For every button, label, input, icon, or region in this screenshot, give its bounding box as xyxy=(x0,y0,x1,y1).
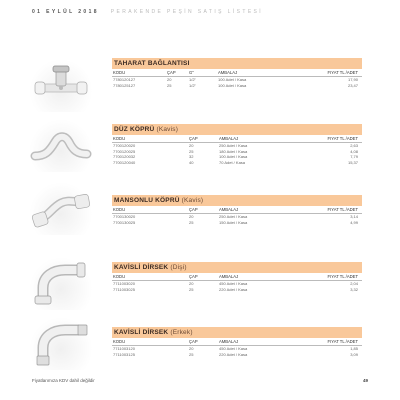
section-title-text: TAHARAT BAĞLANTISI xyxy=(114,60,190,67)
section-subtitle: (Erkek) xyxy=(170,329,193,336)
cell-fiyat: 3,09 xyxy=(350,351,358,357)
col-ambalaj: AMBALAJ xyxy=(219,136,239,141)
section-title xyxy=(112,124,362,135)
taharat-fitting-image xyxy=(30,60,92,112)
cell-cap: 25 xyxy=(167,82,172,88)
cell-fiyat: 4,08 xyxy=(350,148,358,154)
section-title-text: KAVİSLİ DİRSEK xyxy=(114,329,169,336)
cell-fiyat: 1,85 xyxy=(350,346,358,351)
footer-vat-note: Fiyatlarımıza KDV dahil değildir xyxy=(32,378,95,383)
cell-kodu: 7700130020 xyxy=(113,214,136,219)
cell-kodu: 7711003120 xyxy=(113,346,135,351)
cell-kodu: 7780125127 xyxy=(113,82,136,88)
section-title-text: DÜZ KÖPRÜ xyxy=(114,126,155,133)
col-cap: ÇAP xyxy=(189,339,198,344)
column-header xyxy=(112,206,362,214)
section-kavisli-dirsek-disi xyxy=(112,262,362,292)
col-cap: ÇAP xyxy=(189,274,198,279)
cell-cap: 40 xyxy=(189,159,194,165)
cell-fiyat: 2,04 xyxy=(350,281,358,286)
cell-kodu: 7711003020 xyxy=(113,281,135,286)
col-kodu: KODU xyxy=(113,274,126,279)
cell-cap: 25 xyxy=(189,219,194,225)
section-mansonlu-kopru xyxy=(112,195,362,225)
cell-cap: 25 xyxy=(189,286,194,292)
section-title-text: KAVİSLİ DİRSEK xyxy=(114,264,169,271)
column-header xyxy=(112,338,362,346)
cell-cap: 20 xyxy=(189,346,194,351)
col-ambalaj: AMBALAJ xyxy=(219,339,239,344)
cell-fiyat: 3,14 xyxy=(350,214,358,219)
col-fiyat: FIYAT TL /ADET xyxy=(327,274,358,279)
cell-fiyat: 3,32 xyxy=(350,286,358,292)
cell-fiyat: 23,47 xyxy=(347,82,358,88)
cell-cap: 25 xyxy=(189,148,194,154)
table-row xyxy=(112,220,362,226)
cell-kodu: 7780120127 xyxy=(113,77,136,82)
table-row xyxy=(112,352,362,358)
cell-ambalaj: 180 Adet / Kasa xyxy=(219,148,248,154)
col-kodu: KODU xyxy=(113,207,126,212)
cell-g: 1/2" xyxy=(189,77,196,82)
cell-ambalaj: 450 Adet / Kasa xyxy=(219,346,248,351)
section-subtitle: (Kavis) xyxy=(181,197,204,204)
header-date: 01 EYLÜL 2018 xyxy=(32,9,99,15)
section-subtitle: (Dişi) xyxy=(170,264,187,271)
page-number: 49 xyxy=(363,378,369,383)
cell-kodu: 7700120032 xyxy=(113,154,136,159)
cell-ambalaj: 100 Adet / Kasa xyxy=(219,154,248,159)
col-g: G" xyxy=(189,70,194,75)
kavisli-dirsek-erkek-image xyxy=(30,318,92,370)
section-title xyxy=(112,262,362,273)
cell-cap: 20 xyxy=(189,281,194,286)
table-row xyxy=(112,287,362,293)
section-title xyxy=(112,58,362,69)
col-cap: ÇAP xyxy=(189,136,198,141)
duz-kopru-image xyxy=(30,120,92,172)
col-cap: ÇAP xyxy=(189,207,198,212)
cell-fiyat: 15,37 xyxy=(347,159,358,165)
cell-ambalaj: 150 Adet / Kasa xyxy=(219,219,248,225)
cell-ambalaj: 450 Adet / Kasa xyxy=(219,281,248,286)
cell-kodu: 7711003125 xyxy=(113,351,135,357)
col-ambalaj: AMBALAJ xyxy=(219,207,239,212)
column-header xyxy=(112,273,362,281)
cell-fiyat: 4,99 xyxy=(350,219,358,225)
cell-ambalaj: 70 Adet / Kasa xyxy=(219,159,246,165)
col-kodu: KODU xyxy=(113,136,126,141)
col-kodu: KODU xyxy=(113,70,126,75)
section-title-text: MANSONLU KÖPRÜ xyxy=(114,197,180,204)
cell-ambalaj: 220 Adet / Kasa xyxy=(219,286,248,292)
cell-kodu: 7700120040 xyxy=(113,159,136,165)
cell-fiyat: 17,90 xyxy=(347,77,358,82)
section-duz-kopru xyxy=(112,124,362,165)
cell-kodu: 7700130025 xyxy=(113,219,136,225)
section-taharat-baglantisi xyxy=(112,58,362,88)
column-header xyxy=(112,135,362,143)
cell-ambalaj: 250 Adet / Kasa xyxy=(219,143,248,148)
col-cap: ÇAP xyxy=(167,70,176,75)
cell-kodu: 7700120025 xyxy=(113,148,136,154)
cell-cap: 20 xyxy=(167,77,172,82)
section-title xyxy=(112,195,362,206)
cell-fiyat: 7,79 xyxy=(350,154,358,159)
kavisli-dirsek-disi-image xyxy=(30,258,92,310)
col-fiyat: FIYAT TL /ADET xyxy=(327,70,358,75)
cell-kodu: 7711003025 xyxy=(113,286,135,292)
section-title xyxy=(112,327,362,338)
col-ambalaj: AMBALAJ xyxy=(218,70,238,75)
col-fiyat: FIYAT TL /ADET xyxy=(327,207,358,212)
cell-ambalaj: 250 Adet / Kasa xyxy=(219,214,248,219)
table-row xyxy=(112,83,362,89)
mansonlu-kopru-image xyxy=(30,183,92,235)
cell-kodu: 7700120020 xyxy=(113,143,136,148)
col-ambalaj: AMBALAJ xyxy=(219,274,239,279)
page-header xyxy=(32,9,263,15)
section-subtitle: (Kavis) xyxy=(156,126,179,133)
column-header xyxy=(112,69,362,77)
cell-cap: 20 xyxy=(189,143,194,148)
cell-ambalaj: 220 Adet / Kasa xyxy=(219,351,248,357)
cell-cap: 25 xyxy=(189,351,194,357)
col-fiyat: FIYAT TL /ADET xyxy=(327,136,358,141)
section-kavisli-dirsek-erkek xyxy=(112,327,362,357)
header-title: PERAKENDE PEŞİN SATIŞ LİSTESİ xyxy=(110,9,264,15)
cell-ambalaj: 100 Adet / Kasa xyxy=(218,82,247,88)
table-row xyxy=(112,160,362,166)
col-kodu: KODU xyxy=(113,339,126,344)
cell-ambalaj: 100 Adet / Kasa xyxy=(218,77,247,82)
cell-fiyat: 2,63 xyxy=(350,143,358,148)
cell-cap: 32 xyxy=(189,154,194,159)
cell-g: 1/2" xyxy=(189,82,196,88)
cell-cap: 20 xyxy=(189,214,194,219)
col-fiyat: FIYAT TL /ADET xyxy=(327,339,358,344)
